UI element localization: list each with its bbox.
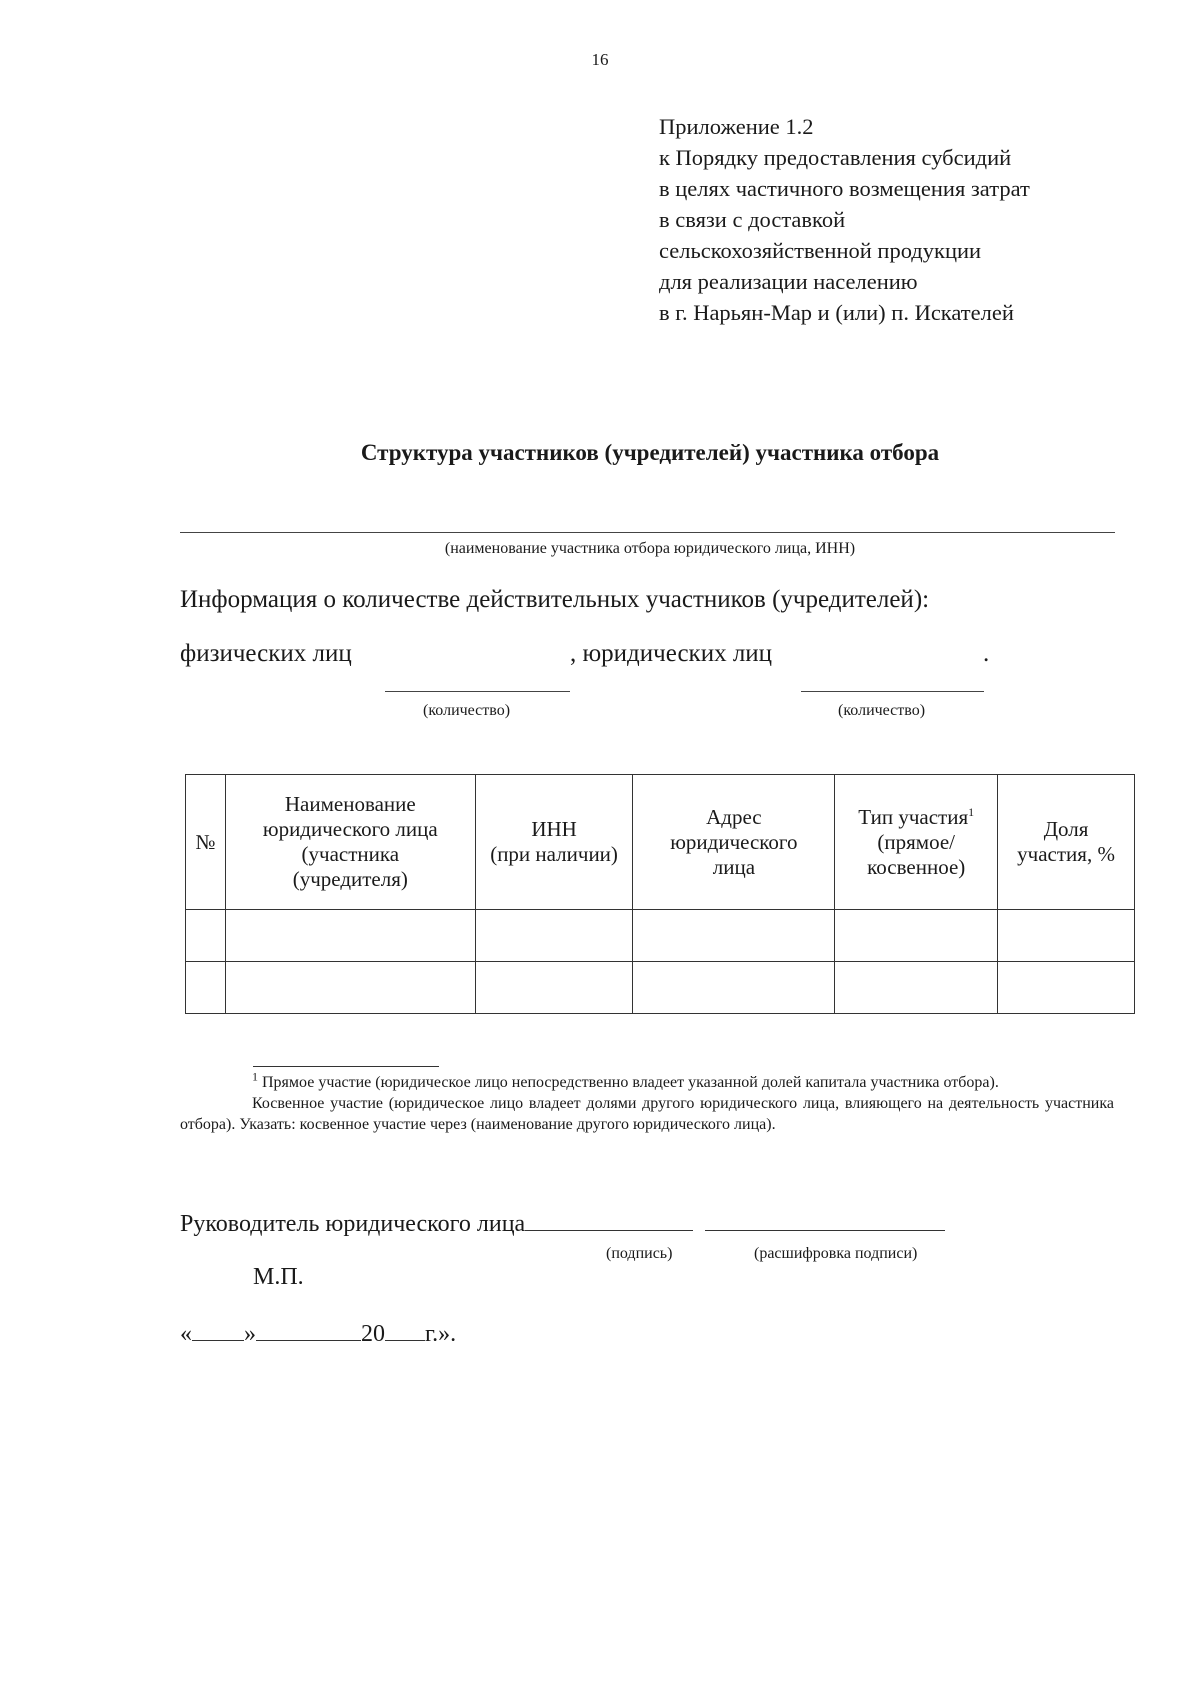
table-cell	[475, 962, 633, 1014]
footnote-number: 1	[252, 1069, 258, 1084]
appendix-line: к Порядку предоставления субсидий	[659, 145, 1012, 170]
header-address: Адрес юридического лица	[633, 775, 835, 910]
signature-decode-caption: (расшифровка подписи)	[754, 1245, 918, 1262]
date-suffix: г.».	[425, 1321, 457, 1347]
signature-label: Руководитель юридического лица	[180, 1211, 526, 1237]
table-cell	[835, 962, 998, 1014]
individuals-quantity-caption: (количество)	[423, 702, 511, 719]
table-cell	[835, 910, 998, 962]
footnote	[180, 1069, 1114, 1135]
footnote-direct: $^1$ Прямое участие (юридическое лицо непосредственно владеет указанной долей капитала участника отбора).	[252, 1069, 999, 1091]
day-blank	[192, 1320, 244, 1341]
stamp-mark: М.П.	[253, 1264, 304, 1290]
appendix-line: в целях частичного возмещения затрат	[659, 176, 1030, 201]
date-line	[180, 1320, 456, 1348]
participant-name-line	[180, 532, 1115, 533]
signature-decode-blank	[705, 1210, 945, 1231]
appendix-line: для реализации населению	[659, 269, 918, 294]
table-cell	[186, 962, 226, 1014]
footnote-separator	[253, 1066, 439, 1067]
table-row	[186, 962, 1135, 1014]
table-cell	[225, 910, 475, 962]
table-cell	[225, 962, 475, 1014]
table-cell	[633, 910, 835, 962]
table-row	[186, 910, 1135, 962]
table-header-row	[186, 775, 1135, 910]
year-prefix: 20	[361, 1321, 385, 1347]
appendix-line: в связи с доставкой	[659, 207, 846, 232]
legal-quantity-caption: (количество)	[838, 702, 926, 719]
participant-caption: (наименование участника отбора юридического лица, ИНН)	[444, 540, 856, 557]
footnote-mark: 1	[968, 804, 975, 819]
header-entity-name: Наименование юридического лица (участника (учредителя)	[225, 775, 475, 910]
header-participation-type: Тип участия$^1$ (прямое/ косвенное)	[835, 775, 998, 910]
month-blank	[256, 1320, 361, 1341]
signature-caption: (подпись)	[606, 1245, 673, 1262]
date-open-quote: «	[180, 1321, 192, 1347]
footnote-indirect: Косвенное участие (юридическое лицо владеет долями другого юридического лица, влияющего на деятельность участника отбора). Указать: косвенное участие через (наименование другого юридического лица).	[180, 1095, 1114, 1133]
appendix-line: сельскохозяйственной продукции	[659, 238, 982, 263]
info-line: Информация о количестве действительных участников (учредителей):	[180, 586, 930, 613]
individuals-label: физических лиц	[180, 640, 352, 667]
page-number: 16	[591, 50, 609, 69]
year-blank	[385, 1320, 425, 1341]
date-close-quote: »	[244, 1321, 256, 1347]
table-cell	[633, 962, 835, 1014]
appendix-line: в г. Нарьян-Мар и (или) п. Искателей	[659, 300, 1014, 325]
header-share: Доля участия, %	[998, 775, 1135, 910]
legal-entities-label: , юридических лиц	[570, 640, 773, 667]
table-cell	[186, 910, 226, 962]
table-cell	[475, 910, 633, 962]
signature-blank	[525, 1210, 693, 1231]
individuals-count-line	[385, 691, 570, 692]
header-inn: ИНН (при наличии)	[475, 775, 633, 910]
legal-count-line	[801, 691, 984, 692]
header-number: №	[186, 775, 226, 910]
document-title: Структура участников (учредителей) участника отбора	[360, 440, 940, 465]
appendix-line: Приложение 1.2	[659, 114, 814, 139]
table-cell	[998, 962, 1135, 1014]
signature-line	[180, 1210, 945, 1238]
participants-table	[185, 774, 1135, 1014]
appendix-block	[659, 111, 1030, 328]
table-cell	[998, 910, 1135, 962]
counts-end-mark: .	[983, 640, 990, 667]
